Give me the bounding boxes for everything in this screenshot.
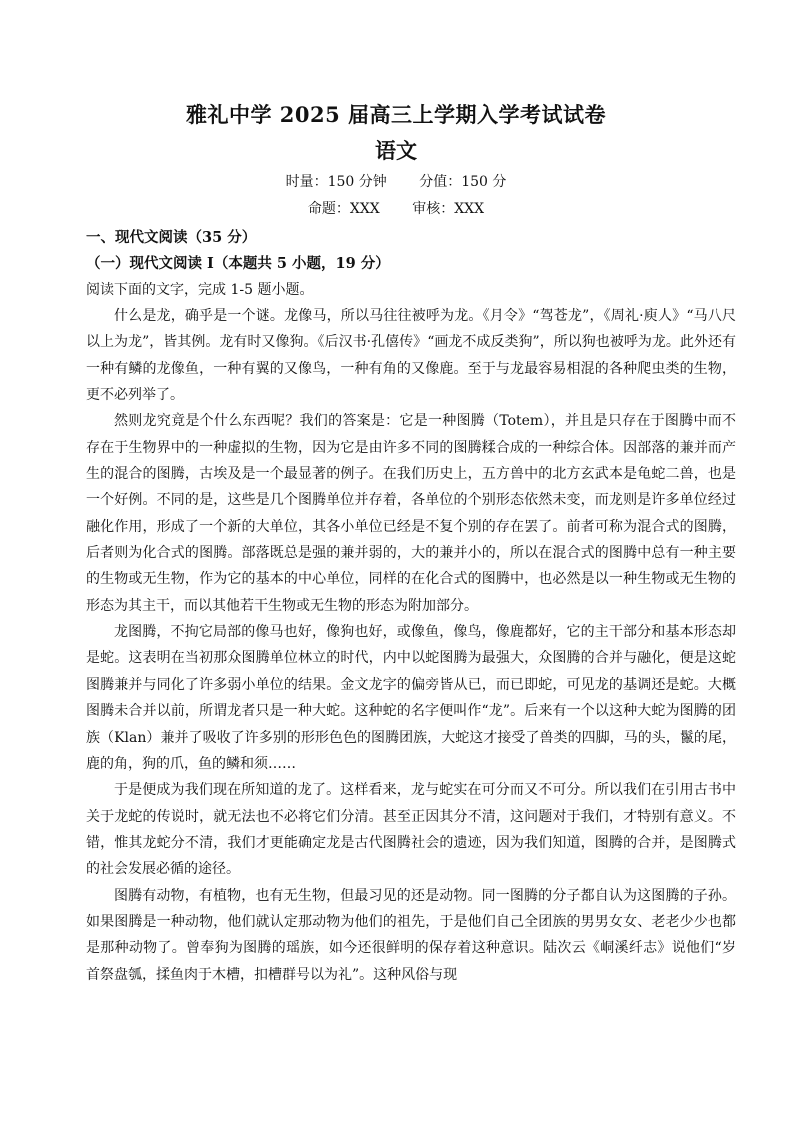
passage-paragraph: 图腾有动物，有植物，也有无生物，但最习见的还是动物。同一图腾的分子都自认为这图腾的子孙。如果图腾是一种动物，他们就认定那动物为他们的祖先，于是他们自己全团族的男男女女、老老少少也都是那种动物了。曾奉狗为图腾的瑶族，如今还很鲜明的保存着这种意识。陆次云《峒溪纤志》说他们“岁首祭盘瓠，揉鱼肉于木槽，扣槽群号以为礼”。这种风俗与现 — [86, 887, 736, 983]
subsection-heading: （一）现代文阅读 I（本题共 5 小题，19 分） — [86, 255, 390, 272]
section-heading: 一、现代文阅读（35 分） — [86, 229, 257, 246]
passage-paragraph: 什么是龙，确乎是一个谜。龙像马，所以马往往被呼为龙。《月令》“驾苍龙”，《周礼·庾人》“马八尺以上为龙”，皆其例。龙有时又像狗。《后汉书·孔僖传》“画龙不成反类狗”，所以狗也被呼为龙。此外还有一种有鳞的龙像鱼，一种有翼的又像鸟，一种有角的又像鹿。至于与龙最容易相混的各种爬虫类的生物，更不必列举了。 — [86, 308, 736, 404]
passage-paragraph: 然则龙究竟是个什么东西呢？我们的答案是：它是一种图腾（Totem），并且是只存在于图腾中而不存在于生物界中的一种虚拟的生物，因为它是由许多不同的图腾糅合成的一种综合体。因部落的兼并而产生的混合的图腾，古埃及是一个最显著的例子。在我们历史上，五方兽中的北方玄武本是龟蛇二兽，也是一个好例。不同的是，这些是几个图腾单位并存着，各单位的个别形态依然未变，而龙则是许多单位经过融化作用，形成了一个新的大单位，其各小单位已经是不复个别的存在罢了。前者可称为混合式的图腾，后者则为化合式的图腾。部落既总是强的兼并弱的，大的兼并小的，所以在混合式的图腾中总有一种主要的生物或无生物，作为它的基本的中心单位，同样的在化合式的图腾中，也必然是以一种生物或无生物的形态为其主干，而以其他若干生物或无生物的形态为附加部分。 — [86, 413, 736, 614]
reading-instruction: 阅读下面的文字，完成 1-5 题小题。 — [86, 282, 314, 298]
time-limit: 时量：150 分钟 — [285, 174, 387, 190]
passage-paragraph: 于是便成为我们现在所知道的龙了。这样看来，龙与蛇实在可分而又不可分。所以我们在引用古书中关于龙蛇的传说时，就无法也不必将它们分清。甚至正因其分不清，这问题对于我们，才特别有意义。不错，惟其龙蛇分不清，我们才更能确定龙是古代图腾社会的遗迹，因为我们知道，图腾的合并，是图腾式的社会发展必循的途径。 — [86, 782, 736, 878]
total-score: 分值：150 分 — [419, 174, 507, 190]
passage-paragraph: 龙图腾，不拘它局部的像马也好，像狗也好，或像鱼，像鸟，像鹿都好，它的主干部分和基本形态却是蛇。这表明在当初那众图腾单位林立的时代，内中以蛇图腾为最强大，众图腾的合并与融化，便是这蛇图腾兼并与同化了许多弱小单位的结果。金文龙字的偏旁皆从已，而已即蛇，可见龙的基调还是蛇。大概图腾未合并以前，所谓龙者只是一种大蛇。这种蛇的名字便叫作“龙”。后来有一个以这种大蛇为图腾的团族（Klan）兼并了吸收了许多别的形形色色的图腾团族，大蛇这才接受了兽类的四脚，马的头，鬣的尾，鹿的角，狗的爪，鱼的鳞和须…… — [86, 624, 736, 772]
author: 命题：XXX — [307, 201, 380, 217]
exam-info-line-2 — [0, 199, 792, 219]
exam-info-line-1 — [0, 172, 792, 192]
subject-title: 语文 — [375, 138, 417, 163]
reading-passage — [86, 303, 736, 988]
reviewer: 审核：XXX — [412, 201, 485, 217]
exam-title: 雅礼中学 2025 届高三上学期入学考试试卷 — [185, 102, 607, 127]
